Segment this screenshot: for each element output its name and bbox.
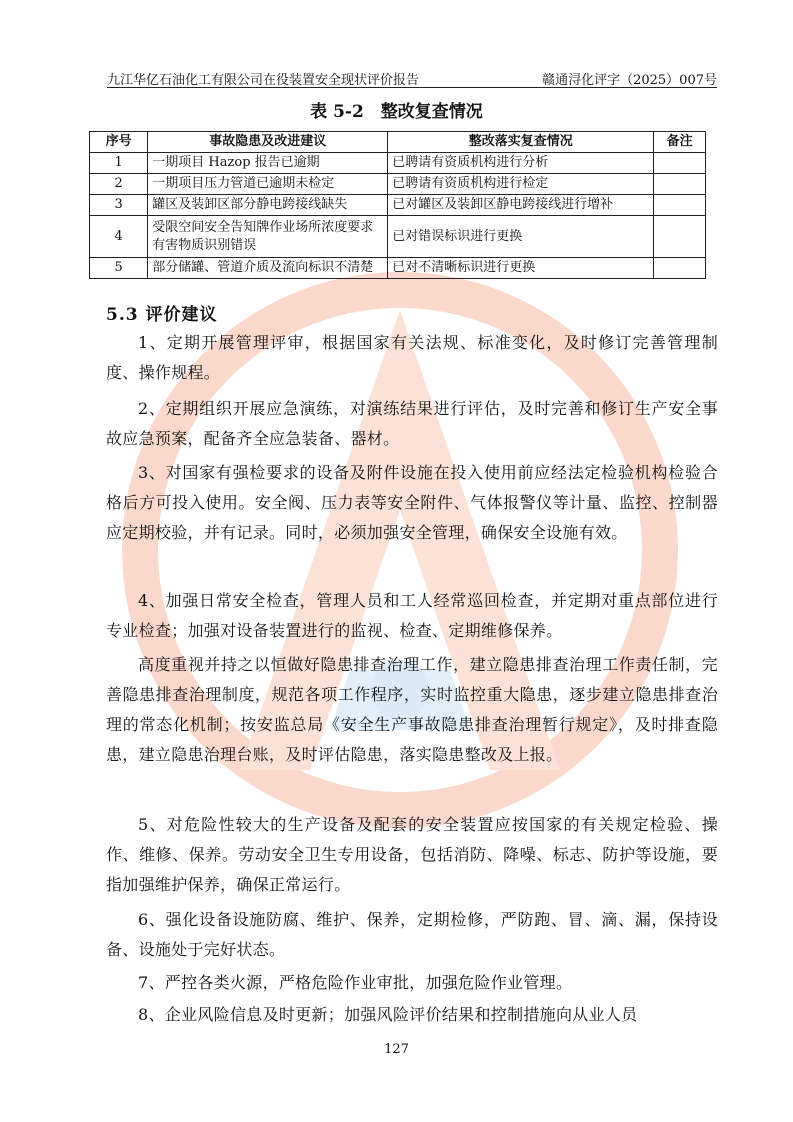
cell-note bbox=[654, 216, 706, 258]
cell-issue: 受限空间安全告知牌作业场所浓度要求有害物质识别错误 bbox=[148, 216, 388, 258]
paragraph-1: 1、定期开展管理评审，根据国家有关法规、标准变化，及时修订完善管理制度、操作规程。 bbox=[106, 333, 718, 382]
table-row bbox=[90, 258, 706, 279]
paragraph-6: 5、对危险性较大的生产设备及配套的安全装置应按国家的有关规定检验、操作、维修、保养。劳动安全卫生专用设备，包括消防、降噪、标志、防护等设施，要指加强维护保养，确保正常运行。 bbox=[106, 815, 718, 894]
paragraph-7: 6、强化设备设施防腐、维护、保养，定期检修，严防跑、冒、滴、漏，保持设备、设施处于完好状态。 bbox=[106, 910, 718, 959]
cell-status: 已对不清晰标识进行更换 bbox=[388, 258, 654, 279]
table-row bbox=[90, 195, 706, 216]
cell-note bbox=[654, 153, 706, 174]
paragraph-3: 3、对国家有强检要求的设备及附件设施在投入使用前应经法定检验机构检验合格后方可投入使用。安全阀、压力表等安全附件、气体报警仪等计量、监控、控制器应定期校验，并有记录。同时，必须加强安全管理，确保安全设施有效。 bbox=[106, 463, 718, 542]
cell-status: 已对错误标识进行更换 bbox=[388, 216, 654, 258]
header-document-number: 赣通浔化评字（2025）007号 bbox=[542, 73, 717, 88]
cell-issue: 罐区及装卸区部分静电跨接线缺失 bbox=[148, 195, 388, 216]
paragraph-9: 8、企业风险信息及时更新；加强风险评价结果和控制措施向从业人员 bbox=[138, 1005, 638, 1024]
cell-status: 已对罐区及装卸区静电跨接线进行增补 bbox=[388, 195, 654, 216]
cell-note bbox=[654, 174, 706, 195]
table-row bbox=[90, 153, 706, 174]
column-header-note: 备注 bbox=[654, 132, 706, 153]
paragraph-5: 高度重视并持之以恒做好隐患排查治理工作，建立隐患排查治理工作责任制，完善隐患排查治理制度，规范各项工作程序，实时监控重大隐患，逐步建立隐患排查治理的常态化机制；按安监总局《安全生产事故隐患排查治理暂行规定》，及时排查隐患，建立隐患治理台账，及时评估隐患，落实隐患整改及上报。 bbox=[106, 655, 718, 764]
cell-status: 已聘请有资质机构进行检定 bbox=[388, 174, 654, 195]
cell-no: 2 bbox=[90, 174, 148, 195]
paragraph-2: 2、定期组织开展应急演练，对演练结果进行评估，及时完善和修订生产安全事故应急预案，配备齐全应急装备、器材。 bbox=[106, 399, 718, 448]
column-header-no: 序号 bbox=[90, 132, 148, 153]
section-heading: 5.3 评价建议 bbox=[106, 305, 218, 325]
cell-status: 已聘请有资质机构进行分析 bbox=[388, 153, 654, 174]
paragraph-8: 7、严控各类火源，严格危险作业审批，加强危险作业管理。 bbox=[138, 973, 573, 992]
table-row bbox=[90, 216, 706, 258]
rectification-review-table bbox=[89, 131, 706, 279]
cell-issue: 一期项目压力管道已逾期未检定 bbox=[148, 174, 388, 195]
paragraph-4: 4、加强日常安全检查，管理人员和工人经常巡回检查，并定期对重点部位进行专业检查；加强对设备装置进行的监视、检查、定期维修保养。 bbox=[106, 591, 718, 640]
cell-no: 5 bbox=[90, 258, 148, 279]
cell-note bbox=[654, 258, 706, 279]
cell-no: 4 bbox=[90, 216, 148, 258]
table-title: 表 5-2 整改复查情况 bbox=[310, 102, 483, 122]
cell-issue: 部分储罐、管道介质及流向标识不清楚 bbox=[148, 258, 388, 279]
cell-no: 1 bbox=[90, 153, 148, 174]
table-header-row bbox=[90, 132, 706, 153]
cell-no: 3 bbox=[90, 195, 148, 216]
column-header-status: 整改落实复查情况 bbox=[388, 132, 654, 153]
cell-issue: 一期项目 Hazop 报告已逾期 bbox=[148, 153, 388, 174]
page-header bbox=[107, 67, 717, 88]
header-report-title: 九江华亿石油化工有限公司在役装置安全现状评价报告 bbox=[107, 73, 420, 88]
column-header-issue: 事故隐患及改进建议 bbox=[148, 132, 388, 153]
cell-note bbox=[654, 195, 706, 216]
page-number: 127 bbox=[384, 1042, 409, 1057]
table-row bbox=[90, 174, 706, 195]
